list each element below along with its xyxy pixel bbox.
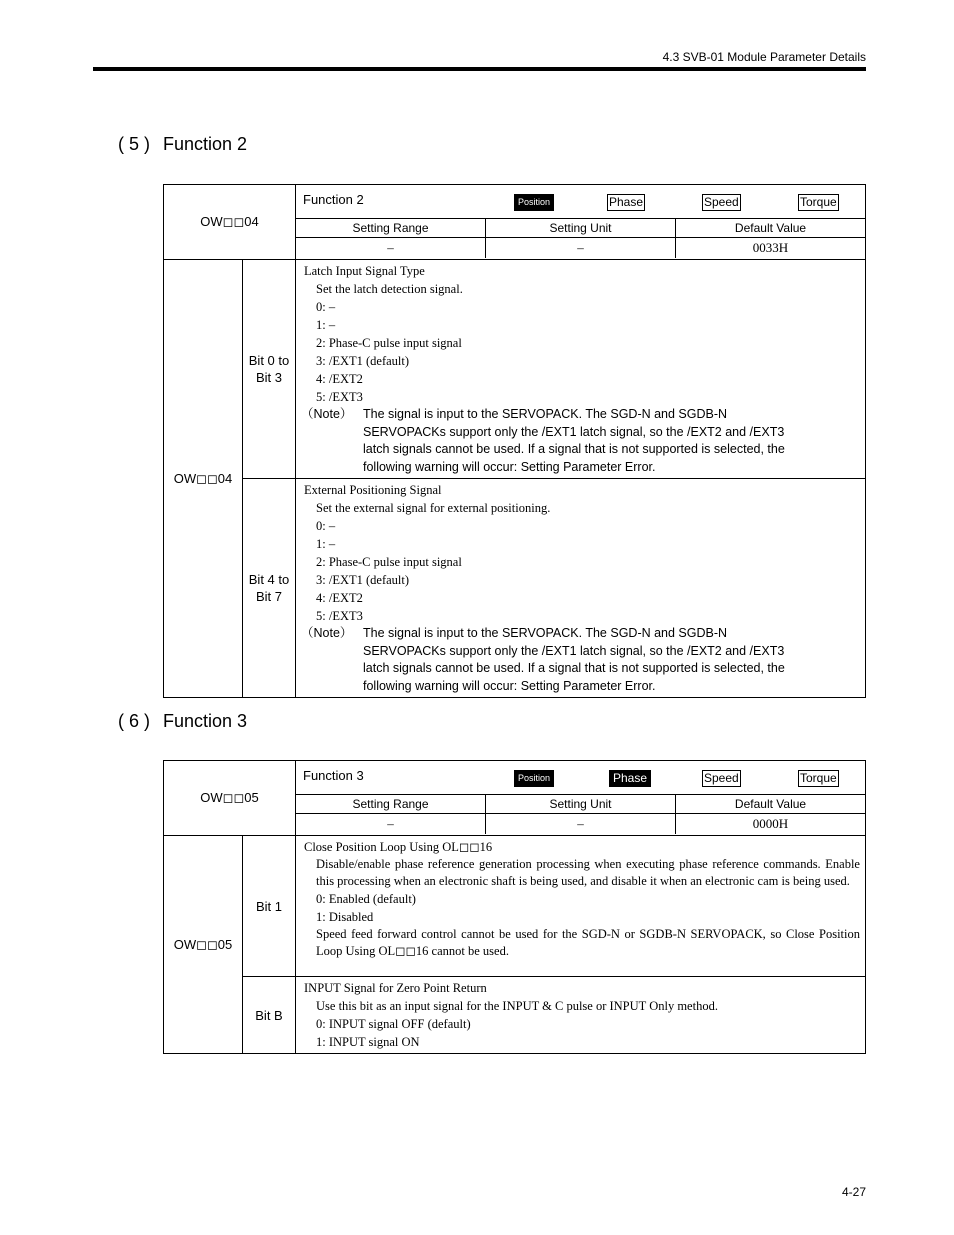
register-name-rows: OW◻◻04 bbox=[164, 260, 243, 698]
section-number: ( 5 ) bbox=[118, 134, 151, 154]
desc-paragraph: Disable/enable phase reference generation processing when executing phase reference commands. Enable this processing when an electronic shaft is being used, and disable it when an electronic cam is being used. bbox=[316, 857, 860, 888]
option-line: 4: /EXT2 bbox=[316, 372, 363, 386]
mode-tag-position: Position bbox=[514, 194, 554, 211]
bit-description bbox=[296, 836, 866, 977]
section-title: Function 2 bbox=[163, 134, 248, 154]
mode-tag-torque: Torque bbox=[800, 771, 837, 785]
mode-tag-phase: Phase bbox=[609, 195, 644, 209]
header-rule bbox=[93, 67, 866, 71]
setting-header-row bbox=[296, 794, 865, 813]
note bbox=[301, 625, 860, 695]
bit-description bbox=[296, 260, 866, 479]
setting-header-row bbox=[296, 218, 865, 237]
setting-unit-header: Setting Unit bbox=[485, 795, 675, 813]
bit-label: Bit B bbox=[243, 977, 296, 1054]
function-3-table bbox=[163, 760, 866, 1054]
note bbox=[301, 406, 860, 476]
desc-paragraph: Speed feed forward control cannot be used for the SGD-N or SGDB-N SERVOPACK, so Close Position Loop Using OL◻◻16 cannot be used. bbox=[316, 927, 860, 958]
option-line: 1: INPUT signal ON bbox=[316, 1035, 420, 1049]
desc-line: Set the latch detection signal. bbox=[316, 282, 463, 296]
section-heading-function-3 bbox=[118, 711, 247, 732]
option-line: 4: /EXT2 bbox=[316, 591, 363, 605]
option-line: 1: Disabled bbox=[316, 910, 374, 924]
option-line: 1: – bbox=[316, 537, 336, 551]
setting-unit-header: Setting Unit bbox=[485, 219, 675, 237]
option-line: 0: Enabled (default) bbox=[316, 892, 416, 906]
setting-value-row bbox=[296, 237, 865, 258]
option-line: 2: Phase-C pulse input signal bbox=[316, 336, 462, 350]
running-header: 4.3 SVB-01 Module Parameter Details bbox=[662, 50, 866, 64]
option-line: 0: – bbox=[316, 300, 336, 314]
setting-value-row bbox=[296, 813, 865, 834]
default-value: 0033H bbox=[675, 238, 865, 258]
setting-unit-value: – bbox=[485, 814, 675, 834]
setting-unit-value: – bbox=[485, 238, 675, 258]
mode-tag-torque: Torque bbox=[800, 195, 837, 209]
parameter-name: Function 3 bbox=[303, 768, 364, 783]
parameter-info bbox=[296, 185, 866, 260]
bit-title: INPUT Signal for Zero Point Return bbox=[304, 981, 487, 995]
mode-tag-speed: Speed bbox=[704, 771, 739, 785]
bit-title: Latch Input Signal Type bbox=[304, 264, 425, 278]
register-name: OW◻◻05 bbox=[164, 761, 296, 836]
register-name-rows: OW◻◻05 bbox=[164, 836, 243, 1054]
mode-tag-speed: Speed bbox=[704, 195, 739, 209]
section-heading-function-2 bbox=[118, 134, 247, 155]
option-line: 3: /EXT1 (default) bbox=[316, 354, 410, 368]
mode-tag-position: Position bbox=[514, 770, 554, 787]
setting-range-value: – bbox=[387, 816, 394, 831]
parameter-name: Function 2 bbox=[303, 192, 364, 207]
page-number: 4-27 bbox=[841, 1185, 866, 1199]
bit-range-label: Bit 0 to Bit 3 bbox=[243, 260, 296, 479]
desc-line: Use this bit as an input signal for the INPUT & C pulse or INPUT Only method. bbox=[316, 999, 718, 1013]
option-line: 3: /EXT1 (default) bbox=[316, 573, 410, 587]
note-label: （Note） bbox=[301, 407, 353, 421]
bit-title: Close Position Loop Using OL◻◻16 bbox=[304, 840, 493, 854]
section-number: ( 6 ) bbox=[118, 711, 151, 731]
mode-tag-phase: Phase bbox=[609, 770, 651, 787]
default-value: 0000H bbox=[675, 814, 865, 834]
register-name: OW◻◻04 bbox=[164, 185, 296, 260]
option-line: 5: /EXT3 bbox=[316, 609, 363, 623]
bit-description bbox=[296, 977, 866, 1054]
note-text: The signal is input to the SERVOPACK. The SGD-N and SGDB-N SERVOPACKs support only the /EXT1 latch signal, so the /EXT2 and /EXT3 latch signals cannot be used. If a signal that is not supported is selected, the following warning will occur: Setting Parameter Error. bbox=[363, 407, 785, 474]
section-title: Function 3 bbox=[163, 711, 248, 731]
setting-range-header: Setting Range bbox=[352, 797, 429, 811]
bit-label: Bit 1 bbox=[243, 836, 296, 977]
option-line: 2: Phase-C pulse input signal bbox=[316, 555, 462, 569]
function-2-table bbox=[163, 184, 866, 698]
parameter-name-bar bbox=[296, 185, 865, 218]
bit-description bbox=[296, 479, 866, 698]
note-label: （Note） bbox=[301, 626, 353, 640]
bit-title: External Positioning Signal bbox=[304, 483, 442, 497]
default-value-header: Default Value bbox=[675, 795, 865, 813]
option-line: 0: INPUT signal OFF (default) bbox=[316, 1017, 471, 1031]
parameter-name-bar bbox=[296, 761, 865, 794]
bit-range-label: Bit 4 to Bit 7 bbox=[243, 479, 296, 698]
setting-range-header: Setting Range bbox=[352, 221, 429, 235]
note-text: The signal is input to the SERVOPACK. The SGD-N and SGDB-N SERVOPACKs support only the /EXT1 latch signal, so the /EXT2 and /EXT3 latch signals cannot be used. If a signal that is not supported is selected, the following warning will occur: Setting Parameter Error. bbox=[363, 626, 785, 693]
default-value-header: Default Value bbox=[675, 219, 865, 237]
setting-range-value: – bbox=[387, 240, 394, 255]
option-line: 0: – bbox=[316, 519, 336, 533]
option-line: 1: – bbox=[316, 318, 336, 332]
desc-line: Set the external signal for external positioning. bbox=[316, 501, 551, 515]
option-line: 5: /EXT3 bbox=[316, 390, 363, 404]
parameter-info bbox=[296, 761, 866, 836]
